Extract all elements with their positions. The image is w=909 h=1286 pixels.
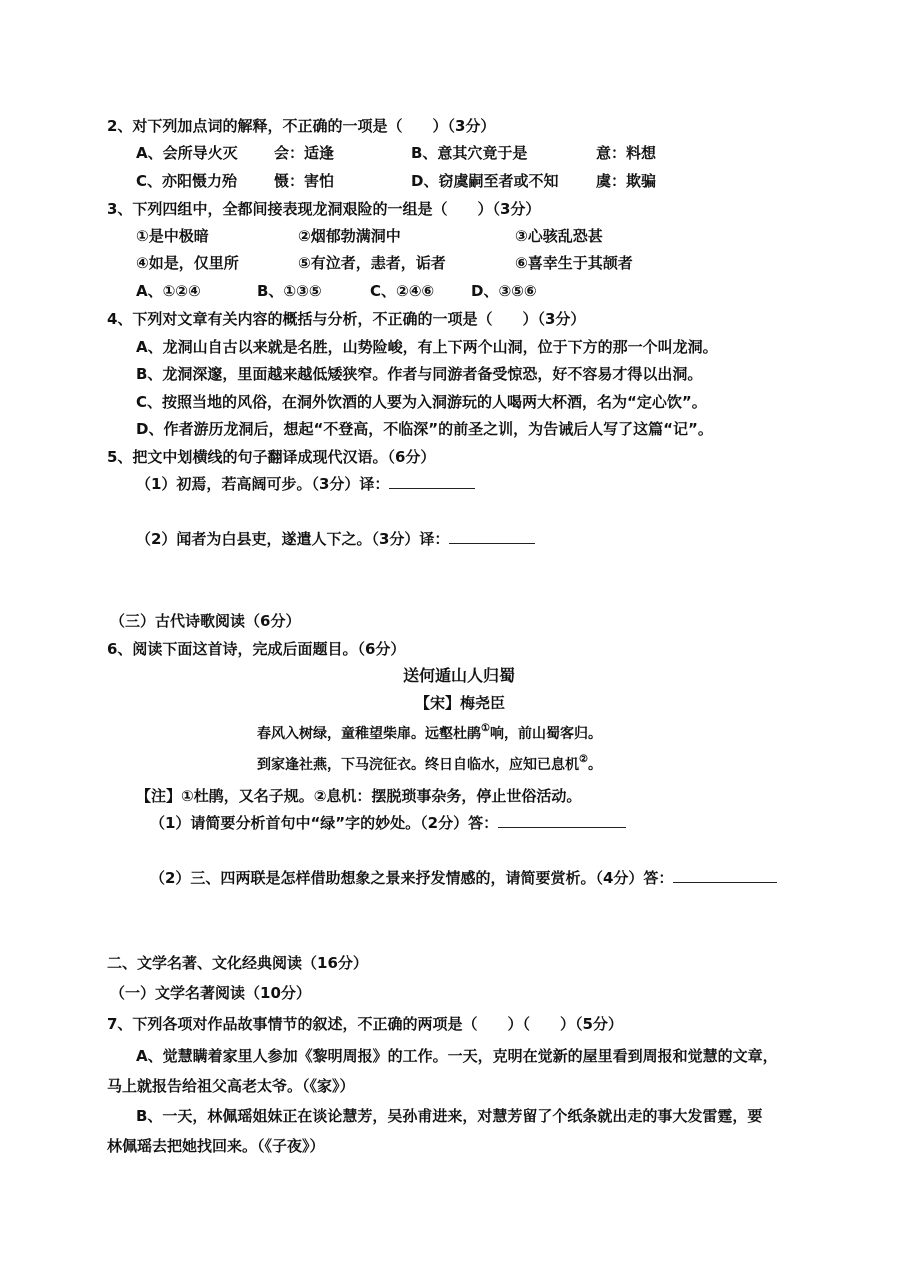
q4-option-c: C、按照当地的风俗，在洞外饮酒的人要为入洞游玩的人喝两大杯酒，名为“定心饮”。 [136, 393, 707, 411]
q4-option-d: D、作者游历龙洞后，想起“不登高，不临深”的前圣之训，为告诫后人写了这篇“记”。 [136, 420, 713, 438]
q3-stem: 3、下列四组中，全都间接表现龙洞艰险的一组是（ ）（3分） [107, 200, 541, 218]
q4-option-b: B、龙洞深邃，里面越来越低矮狭窄。作者与同游者备受惊恐，好不容易才得以出洞。 [136, 365, 703, 383]
poem-annotation: 【注】①杜鹃，又名子规。②息机：摆脱琐事杂务，停止世俗活动。 [136, 787, 582, 805]
poem-line-2-part-b: 。 [587, 757, 602, 773]
poem-line-1-part-a: 春风入树绿，童稚望柴扉。远壑杜鹃 [257, 726, 481, 742]
poem-author: 【宋】梅尧臣 [415, 694, 506, 712]
q5-sub-2-answer-blank[interactable] [449, 529, 535, 544]
poem-note-marker-1: ① [481, 723, 490, 734]
q3-item-1: ①是中极暗 [136, 227, 209, 245]
q3-item-2: ②烟郁勃满洞中 [298, 227, 401, 245]
q6-sub-2-answer-blank[interactable] [673, 868, 777, 883]
poem-line-1-part-b: 响，前山蜀客归。 [489, 726, 602, 742]
part-2-subtitle: （一）文学名著阅读（10分） [110, 984, 311, 1002]
q3-option-b: B、①③⑤ [257, 282, 322, 300]
q2-option-d: D、窃虞嗣至者或不知 [411, 172, 559, 190]
q2-option-c: C、亦阳慑力殆 [136, 172, 238, 190]
q3-item-5: ⑤有泣者，恚者，诟者 [298, 254, 446, 272]
q5-sub-2-text: （2）闻者为白县吏，遂遣人下之。（3分）译： [136, 530, 450, 548]
q2-option-a-explanation: 会：适逢 [274, 144, 335, 162]
q5-sub-1-text: （1）初焉，若高阔可步。（3分）译： [136, 475, 390, 493]
q4-option-a: A、龙洞山自古以来就是名胜，山势险峻，有上下两个山洞，位于下方的那一个叫龙洞。 [136, 338, 718, 356]
q2-option-c-explanation: 慑：害怕 [274, 172, 335, 190]
q6-sub-1-text: （1）请简要分析首句中“绿”字的妙处。（2分）答： [150, 814, 499, 832]
poem-title: 送何遁山人归蜀 [403, 666, 516, 685]
q7-option-b-line-2: 林佩瑶去把她找回来。（《子夜》） [107, 1137, 325, 1155]
poem-line-2 [257, 755, 602, 777]
q2-stem: 2、对下列加点词的解释，不正确的一项是（ ）（3分） [107, 117, 496, 135]
q6-sub-2-text: （2）三、四两联是怎样借助想象之景来抒发情感的，请简要赏析。（4分）答： [150, 869, 674, 887]
q7-option-b-line-1: B、一天，林佩瑶姐妹正在谈论慧芳，吴孙甫进来，对慧芳留了个纸条就出走的事大发雷霆，要 [136, 1107, 763, 1125]
q3-item-4: ④如是，仅里所 [136, 254, 239, 272]
q6-stem: 6、阅读下面这首诗，完成后面题目。（6分） [107, 640, 406, 658]
q2-option-b-explanation: 意：料想 [596, 144, 657, 162]
q6-sub-1-answer-blank[interactable] [498, 813, 626, 828]
q3-option-c: C、②④⑥ [370, 282, 435, 300]
q6-sub-1 [150, 813, 626, 833]
q4-stem: 4、下列对文章有关内容的概括与分析，不正确的一项是（ ）（3分） [107, 310, 586, 328]
section-3-title: （三）古代诗歌阅读（6分） [110, 612, 301, 630]
q5-sub-2 [136, 529, 535, 549]
q5-sub-1 [136, 474, 475, 494]
q3-option-a: A、①②④ [136, 282, 201, 300]
q2-option-a: A、会所导火灭 [136, 144, 238, 162]
q5-stem: 5、把文中划横线的句子翻译成现代汉语。（6分） [107, 448, 436, 466]
part-2-title: 二、文学名著、文化经典阅读（16分） [107, 954, 368, 972]
q2-option-b: B、意其穴竟于是 [411, 144, 528, 162]
poem-note-marker-2: ② [579, 754, 588, 765]
poem-line-2-part-a: 到家逢社燕，下马浣征衣。终日自临水，应知已息机 [257, 757, 579, 773]
q7-option-a-line-1: A、觉慧瞒着家里人参加《黎明周报》的工作。一天，克明在觉新的屋里看到周报和觉慧的文章， [136, 1047, 778, 1065]
q3-item-3: ③心骇乱恐甚 [515, 227, 603, 245]
q7-option-a-line-2: 马上就报告给祖父高老太爷。（《家》） [107, 1077, 355, 1095]
q3-item-6: ⑥喜幸生于其颉者 [515, 254, 633, 272]
q2-option-d-explanation: 虞：欺骗 [596, 172, 657, 190]
q6-sub-2 [150, 868, 777, 888]
q3-option-d: D、③⑤⑥ [471, 282, 537, 300]
q5-sub-1-answer-blank[interactable] [389, 474, 475, 489]
q7-stem: 7、下列各项对作品故事情节的叙述，不正确的两项是（ ）（ ）（5分） [107, 1015, 623, 1033]
poem-line-1 [257, 724, 602, 746]
